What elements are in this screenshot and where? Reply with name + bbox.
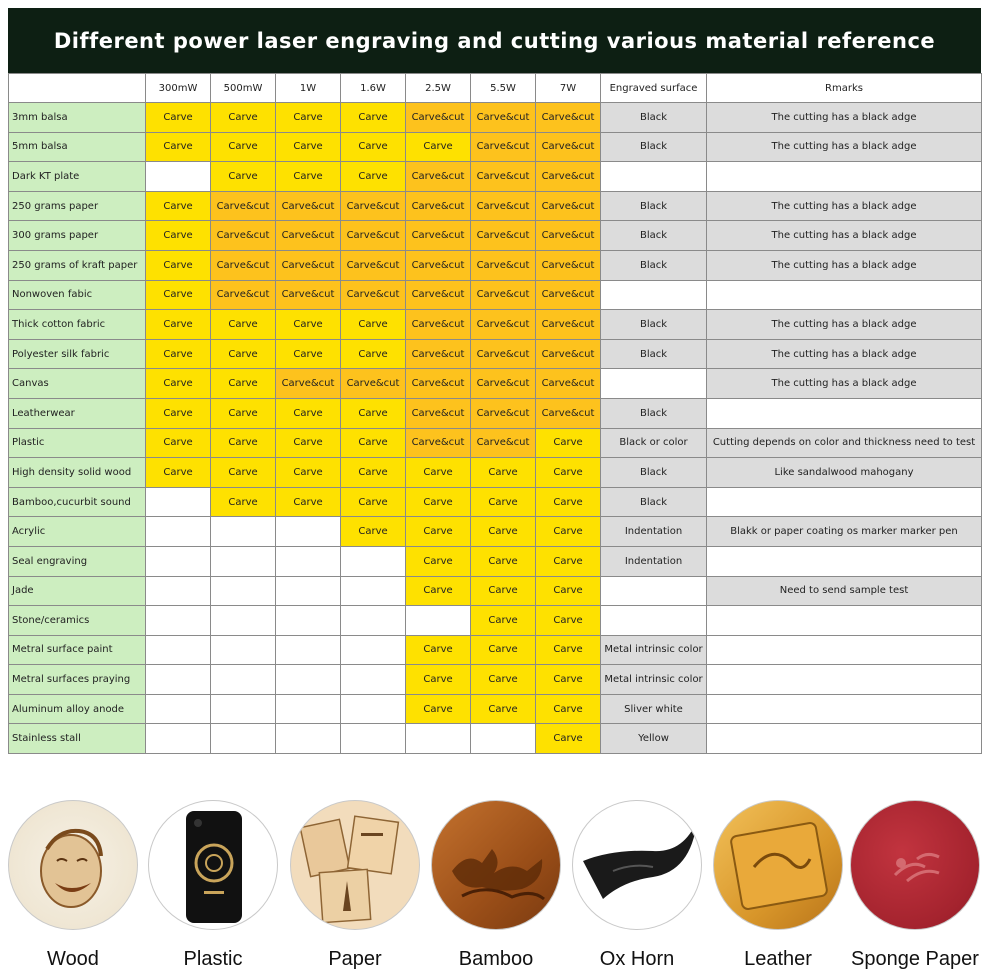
power-cell: Carve&cut — [341, 250, 406, 280]
gallery-item-bamboo — [426, 800, 566, 971]
power-cell: Carve — [276, 398, 341, 428]
material-name-cell: 250 grams paper — [9, 191, 146, 221]
reference-table — [8, 73, 982, 754]
power-cell: Carve — [471, 606, 536, 636]
engraved-surface-cell: Black — [601, 458, 707, 488]
power-cell: Carve&cut — [341, 221, 406, 251]
power-cell — [276, 635, 341, 665]
leather-wallet-icon — [713, 800, 843, 930]
power-cell: Carve&cut — [341, 369, 406, 399]
material-name-cell: Acrylic — [9, 517, 146, 547]
power-cell: Carve — [146, 458, 211, 488]
gallery-item-leather — [708, 800, 848, 971]
remark-cell — [707, 162, 982, 192]
power-cell: Carve — [341, 517, 406, 547]
power-cell — [406, 606, 471, 636]
power-cell: Carve&cut — [471, 250, 536, 280]
power-cell: Carve — [276, 428, 341, 458]
power-cell: Carve — [536, 546, 601, 576]
power-cell: Carve&cut — [211, 221, 276, 251]
power-cell — [341, 546, 406, 576]
power-cell: Carve — [406, 576, 471, 606]
bamboo-carving-icon — [431, 800, 561, 930]
power-cell: Carve&cut — [406, 398, 471, 428]
power-cell — [276, 517, 341, 547]
material-name-cell: 300 grams paper — [9, 221, 146, 251]
power-cell — [146, 517, 211, 547]
material-name-cell: Bamboo,cucurbit sound — [9, 487, 146, 517]
power-cell: Carve — [536, 694, 601, 724]
power-cell: Carve — [406, 458, 471, 488]
power-cell: Carve — [276, 132, 341, 162]
material-name-cell: 3mm balsa — [9, 103, 146, 133]
power-cell: Carve — [536, 665, 601, 695]
power-cell: Carve — [211, 162, 276, 192]
power-cell — [211, 724, 276, 754]
material-name-cell: Polyester silk fabric — [9, 339, 146, 369]
material-name-cell: Aluminum alloy anode — [9, 694, 146, 724]
power-cell: Carve — [211, 487, 276, 517]
table-row — [9, 458, 982, 488]
power-cell — [341, 576, 406, 606]
power-cell: Carve — [276, 487, 341, 517]
power-cell — [211, 606, 276, 636]
engraved-surface-cell — [601, 576, 707, 606]
power-cell — [146, 694, 211, 724]
material-name-cell: 5mm balsa — [9, 132, 146, 162]
power-cell: Carve — [341, 487, 406, 517]
table-row — [9, 724, 982, 754]
power-cell: Carve — [146, 132, 211, 162]
engraved-surface-cell: Metal intrinsic color — [601, 635, 707, 665]
power-cell: Carve&cut — [406, 310, 471, 340]
material-name-cell: Seal engraving — [9, 546, 146, 576]
power-cell: Carve&cut — [536, 250, 601, 280]
remark-cell — [707, 635, 982, 665]
remark-cell: Like sandalwood mahogany — [707, 458, 982, 488]
table-row — [9, 517, 982, 547]
table-row — [9, 635, 982, 665]
material-name-cell: Jade — [9, 576, 146, 606]
power-cell: Carve — [536, 724, 601, 754]
remark-cell: The cutting has a black adge — [707, 191, 982, 221]
power-cell — [146, 162, 211, 192]
material-name-cell: Canvas — [9, 369, 146, 399]
engraved-surface-cell: Black — [601, 398, 707, 428]
gallery-label: Bamboo — [458, 948, 534, 970]
remark-cell — [707, 280, 982, 310]
power-cell: Carve — [471, 458, 536, 488]
material-name-cell: Stainless stall — [9, 724, 146, 754]
power-cell: Carve&cut — [341, 280, 406, 310]
engraved-surface-cell — [601, 280, 707, 310]
power-cell: Carve — [211, 458, 276, 488]
engraved-surface-cell: Black — [601, 487, 707, 517]
header-engraved-surface: Engraved surface — [601, 74, 707, 103]
engraved-surface-cell — [601, 162, 707, 192]
power-cell: Carve — [276, 339, 341, 369]
power-cell: Carve — [146, 428, 211, 458]
power-cell: Carve — [406, 694, 471, 724]
engraved-surface-cell: Indentation — [601, 517, 707, 547]
gallery-item-ox-horn — [567, 800, 707, 971]
remark-cell — [707, 694, 982, 724]
power-cell: Carve&cut — [536, 191, 601, 221]
table-row — [9, 665, 982, 695]
power-cell: Carve — [146, 250, 211, 280]
power-cell: Carve&cut — [471, 398, 536, 428]
material-name-cell: Thick cotton fabric — [9, 310, 146, 340]
engraved-surface-cell: Black — [601, 250, 707, 280]
power-cell: Carve — [341, 162, 406, 192]
table-row — [9, 576, 982, 606]
power-cell — [406, 724, 471, 754]
power-cell: Carve&cut — [341, 191, 406, 221]
remark-cell: The cutting has a black adge — [707, 310, 982, 340]
table-row — [9, 369, 982, 399]
power-cell — [146, 546, 211, 576]
remark-cell — [707, 665, 982, 695]
table-row — [9, 250, 982, 280]
remark-cell — [707, 606, 982, 636]
gallery-label: Wood — [47, 948, 99, 970]
power-cell — [276, 694, 341, 724]
power-cell: Carve&cut — [471, 103, 536, 133]
table-body — [9, 103, 982, 754]
engraved-surface-cell: Metal intrinsic color — [601, 665, 707, 695]
table-row — [9, 191, 982, 221]
power-cell: Carve — [536, 517, 601, 547]
power-cell: Carve&cut — [536, 162, 601, 192]
power-cell: Carve — [341, 103, 406, 133]
power-cell: Carve&cut — [406, 221, 471, 251]
engraved-surface-cell: Black or color — [601, 428, 707, 458]
remark-cell — [707, 724, 982, 754]
sponge-paper-icon — [850, 800, 980, 930]
table-row — [9, 694, 982, 724]
power-cell: Carve — [471, 665, 536, 695]
gallery-label: Paper — [328, 948, 382, 970]
power-cell: Carve&cut — [536, 132, 601, 162]
engraved-surface-cell: Black — [601, 103, 707, 133]
power-cell: Carve — [406, 635, 471, 665]
material-name-cell: Dark KT plate — [9, 162, 146, 192]
paper-cards-icon — [290, 800, 420, 930]
power-cell: Carve&cut — [471, 191, 536, 221]
power-cell: Carve&cut — [406, 103, 471, 133]
power-cell: Carve&cut — [471, 310, 536, 340]
gallery-item-sponge-paper — [845, 800, 985, 971]
remark-cell: The cutting has a black adge — [707, 250, 982, 280]
power-cell: Carve — [536, 487, 601, 517]
power-cell — [211, 576, 276, 606]
power-cell — [146, 576, 211, 606]
power-cell: Carve — [211, 398, 276, 428]
engraved-surface-cell: Black — [601, 221, 707, 251]
power-cell: Carve — [406, 517, 471, 547]
power-cell: Carve — [341, 310, 406, 340]
power-cell — [146, 665, 211, 695]
page-title: Different power laser engraving and cutting various material reference — [8, 8, 981, 73]
engraved-surface-cell: Black — [601, 339, 707, 369]
power-cell: Carve — [211, 428, 276, 458]
power-cell: Carve — [536, 635, 601, 665]
power-cell: Carve&cut — [211, 280, 276, 310]
power-cell: Carve&cut — [536, 280, 601, 310]
header-500mw: 500mW — [211, 74, 276, 103]
gallery-item-wood — [3, 800, 143, 971]
material-name-cell: High density solid wood — [9, 458, 146, 488]
power-cell — [211, 517, 276, 547]
power-cell: Carve — [406, 487, 471, 517]
power-cell: Carve&cut — [471, 280, 536, 310]
power-cell: Carve&cut — [536, 339, 601, 369]
power-cell — [211, 635, 276, 665]
material-name-cell: Plastic — [9, 428, 146, 458]
power-cell: Carve — [536, 606, 601, 636]
table-row — [9, 428, 982, 458]
header-2-5w: 2.5W — [406, 74, 471, 103]
power-cell: Carve&cut — [406, 191, 471, 221]
remark-cell: Need to send sample test — [707, 576, 982, 606]
header-corner — [9, 74, 146, 103]
power-cell: Carve — [341, 339, 406, 369]
material-name-cell: Stone/ceramics — [9, 606, 146, 636]
gallery-label: Plastic — [183, 948, 243, 970]
engraved-surface-cell: Black — [601, 132, 707, 162]
power-cell: Carve&cut — [406, 339, 471, 369]
material-name-cell: Metral surface paint — [9, 635, 146, 665]
header-300mw: 300mW — [146, 74, 211, 103]
header-1-6w: 1.6W — [341, 74, 406, 103]
remark-cell — [707, 546, 982, 576]
power-cell — [211, 665, 276, 695]
power-cell — [276, 665, 341, 695]
power-cell — [471, 724, 536, 754]
material-gallery — [0, 800, 988, 980]
power-cell: Carve — [536, 458, 601, 488]
power-cell — [146, 487, 211, 517]
power-cell: Carve — [146, 221, 211, 251]
power-cell: Carve — [211, 369, 276, 399]
table-row — [9, 606, 982, 636]
table-row — [9, 132, 982, 162]
power-cell — [341, 635, 406, 665]
power-cell: Carve&cut — [536, 221, 601, 251]
power-cell: Carve — [341, 132, 406, 162]
power-cell: Carve&cut — [276, 250, 341, 280]
power-cell: Carve&cut — [471, 369, 536, 399]
engraved-surface-cell: Black — [601, 191, 707, 221]
power-cell: Carve&cut — [276, 191, 341, 221]
table-row — [9, 162, 982, 192]
ox-horn-icon — [572, 800, 702, 930]
power-cell: Carve&cut — [276, 369, 341, 399]
power-cell: Carve — [146, 398, 211, 428]
power-cell — [211, 694, 276, 724]
header-remarks: Rmarks — [707, 74, 982, 103]
engraved-surface-cell — [601, 606, 707, 636]
power-cell: Carve — [146, 191, 211, 221]
power-cell: Carve — [211, 339, 276, 369]
power-cell: Carve — [471, 635, 536, 665]
power-cell — [341, 694, 406, 724]
table-row — [9, 339, 982, 369]
power-cell — [276, 576, 341, 606]
power-cell: Carve — [276, 162, 341, 192]
power-cell: Carve&cut — [471, 339, 536, 369]
header-5-5w: 5.5W — [471, 74, 536, 103]
power-cell: Carve — [471, 694, 536, 724]
power-cell: Carve — [146, 103, 211, 133]
power-cell: Carve — [341, 398, 406, 428]
power-cell: Carve — [276, 310, 341, 340]
power-cell: Carve — [536, 576, 601, 606]
power-cell: Carve — [211, 132, 276, 162]
power-cell: Carve — [146, 339, 211, 369]
power-cell: Carve&cut — [276, 280, 341, 310]
power-cell: Carve&cut — [406, 369, 471, 399]
material-name-cell: 250 grams of kraft paper — [9, 250, 146, 280]
remark-cell — [707, 398, 982, 428]
power-cell: Carve — [471, 546, 536, 576]
gallery-item-plastic — [143, 800, 283, 971]
table-row — [9, 546, 982, 576]
power-cell: Carve&cut — [536, 310, 601, 340]
power-cell: Carve&cut — [536, 103, 601, 133]
power-cell — [276, 546, 341, 576]
engraved-surface-cell: Yellow — [601, 724, 707, 754]
power-cell — [211, 546, 276, 576]
power-cell: Carve — [211, 310, 276, 340]
table-row — [9, 280, 982, 310]
engraved-surface-cell — [601, 369, 707, 399]
power-cell: Carve&cut — [471, 162, 536, 192]
material-name-cell: Metral surfaces praying — [9, 665, 146, 695]
power-cell: Carve — [146, 310, 211, 340]
remark-cell: The cutting has a black adge — [707, 339, 982, 369]
power-cell — [341, 665, 406, 695]
power-cell — [341, 606, 406, 636]
header-7w: 7W — [536, 74, 601, 103]
engraved-surface-cell: Indentation — [601, 546, 707, 576]
power-cell: Carve&cut — [406, 428, 471, 458]
power-cell — [276, 724, 341, 754]
power-cell: Carve — [406, 665, 471, 695]
wood-engraving-icon — [8, 800, 138, 930]
table-row — [9, 398, 982, 428]
table-row — [9, 487, 982, 517]
power-cell: Carve — [211, 103, 276, 133]
power-cell: Carve&cut — [471, 221, 536, 251]
engraved-surface-cell: Sliver white — [601, 694, 707, 724]
gallery-label: Leather — [744, 948, 812, 970]
power-cell: Carve — [471, 517, 536, 547]
phone-case-icon — [148, 800, 278, 930]
power-cell: Carve — [341, 428, 406, 458]
remark-cell — [707, 487, 982, 517]
power-cell: Carve&cut — [406, 280, 471, 310]
remark-cell: Blakk or paper coating os marker marker pen — [707, 517, 982, 547]
power-cell: Carve&cut — [471, 132, 536, 162]
remark-cell: The cutting has a black adge — [707, 369, 982, 399]
remark-cell: The cutting has a black adge — [707, 221, 982, 251]
power-cell: Carve&cut — [276, 221, 341, 251]
remark-cell: The cutting has a black adge — [707, 103, 982, 133]
power-cell: Carve&cut — [406, 162, 471, 192]
table-header-row — [9, 74, 982, 103]
power-cell: Carve — [406, 132, 471, 162]
power-cell: Carve&cut — [536, 398, 601, 428]
material-name-cell: Leatherwear — [9, 398, 146, 428]
power-cell — [146, 635, 211, 665]
remark-cell: Cutting depends on color and thickness need to test — [707, 428, 982, 458]
power-cell: Carve&cut — [471, 428, 536, 458]
gallery-item-paper — [285, 800, 425, 971]
table-row — [9, 221, 982, 251]
material-name-cell: Nonwoven fabic — [9, 280, 146, 310]
power-cell — [276, 606, 341, 636]
power-cell — [146, 606, 211, 636]
engraved-surface-cell: Black — [601, 310, 707, 340]
power-cell: Carve — [146, 369, 211, 399]
power-cell: Carve — [406, 546, 471, 576]
power-cell — [146, 724, 211, 754]
power-cell: Carve&cut — [406, 250, 471, 280]
power-cell: Carve — [536, 428, 601, 458]
power-cell: Carve — [276, 458, 341, 488]
power-cell: Carve — [341, 458, 406, 488]
power-cell: Carve — [276, 103, 341, 133]
gallery-label: Sponge Paper — [851, 948, 979, 970]
remark-cell: The cutting has a black adge — [707, 132, 982, 162]
power-cell: Carve&cut — [211, 250, 276, 280]
power-cell: Carve — [146, 280, 211, 310]
header-1w: 1W — [276, 74, 341, 103]
power-cell — [341, 724, 406, 754]
power-cell: Carve&cut — [536, 369, 601, 399]
power-cell: Carve — [471, 487, 536, 517]
power-cell: Carve&cut — [211, 191, 276, 221]
gallery-label: Ox Horn — [599, 948, 675, 970]
table-row — [9, 310, 982, 340]
table-row — [9, 103, 982, 133]
power-cell: Carve — [471, 576, 536, 606]
